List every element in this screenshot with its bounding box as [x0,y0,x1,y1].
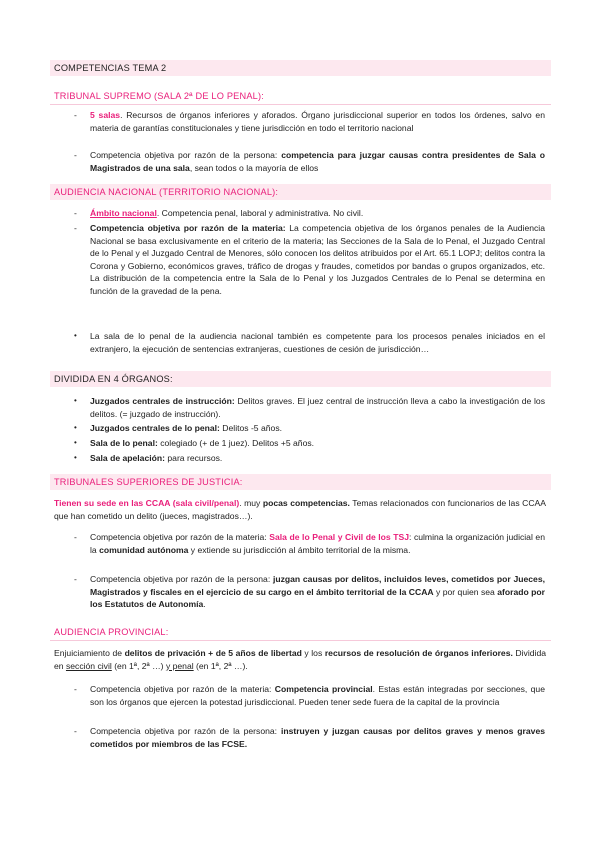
list-item: Competencia objetiva por razón de la persona: competencia para juzgar causas contra presidentes de Sala o Magistrados de una sala, sean todos o la mayoría de ellos [90,150,546,173]
list-item: Competencia objetiva por razón de la persona: instruyen y juzgan causas por delitos graves y menos graves cometidos por miembros de las FCSE. [90,726,545,749]
list-item: 5 salas. Recursos de órganos inferiores y aforados. Órgano jurisdiccional superior en todos los órdenes, salvo en materia de garantías constitucionales y tiene jurisdicción en todo el territorio nacional [90,110,545,133]
dash-marker: - [74,150,77,160]
list-item: Competencia objetiva por razón de la materia: Competencia provincial. Estas están integradas por secciones, que son los órganos que ejercen la potestad jurisdiccional. Pueden tener sede fuera de la capital de la provincia [90,684,545,707]
section-heading-tribunal-supremo: TRIBUNAL SUPREMO (SALA 2ª DE LO PENAL): [50,88,551,104]
section-heading-tsj: TRIBUNALES SUPERIORES DE JUSTICIA: [50,474,551,490]
dash-marker: - [74,110,77,120]
divider [50,104,551,105]
bullet-marker: • [74,438,77,447]
bullet-marker: • [74,423,77,432]
page-title: COMPETENCIAS TEMA 2 [50,60,551,76]
bullet-marker: • [74,331,77,340]
list-item: Sala de lo penal: colegiado (+ de 1 juez). Delitos +5 años. [90,438,315,448]
list-item: Competencia objetiva por razón de la persona: juzgan causas por delitos, incluidos leves, cometidos por Jueces, Magistrados y fiscales en el ejercicio de su cargo en el ámbito territorial de la CCAA y por quien sea aforado por los Estatutos de Autonomía. [90,574,546,610]
bullet-marker: • [74,453,77,462]
paragraph: Tienen su sede en las CCAA (sala civil/penal). muy pocas competencias. Temas relacionados con funcionarios de las CCAA que han cometido un delito (jueces, magistrados…). [54,498,547,521]
divider [50,640,551,641]
dash-marker: - [74,223,77,233]
dash-marker: - [74,208,77,218]
list-item: Juzgados centrales de lo penal: Delitos -5 años. [90,423,283,433]
list-item: Competencia objetiva por razón de la materia: La competencia objetiva de los órganos penales de la Audiencia Nacional se basa exclusivamente en el criterio de la materia; las Secciones de la Sala de lo Penal, el Juzgado Central de lo Penal y el Juzgado Central de Menores, sólo conocen los delitos atribuidos por el Art. 65.1 LOPJ; delitos contra la Corona y Gobierno, económicos graves, tráfico de drogas y fraudes, cometidos por bandas o grupos organizados, etc. La distribución de la competencia entre la Sala de lo Penal y los Juzgados Centrales de lo Penal se determina en función de la gravedad de la pena. [90,223,545,296]
paragraph: Enjuiciamiento de delitos de privación + de 5 años de libertad y los recursos de resolución de órganos inferiores. Dividida en sección civil (en 1ª, 2ª …) y penal (en 1ª, 2ª …). [54,648,546,671]
section-heading-dividida: DIVIDIDA EN 4 ÓRGANOS: [50,371,551,387]
section-heading-audiencia-provincial: AUDIENCIA PROVINCIAL: [50,624,551,640]
dash-marker: - [74,574,77,584]
list-item: Ámbito nacional. Competencia penal, laboral y administrativa. No civil. [90,208,364,218]
section-heading-audiencia-nacional: AUDIENCIA NACIONAL (TERRITORIO NACIONAL): [50,184,551,200]
list-item: Juzgados centrales de instrucción: Delitos graves. El juez central de instrucción lleva a cabo la investigación de los delitos. (= juzgado de instrucción). [90,396,546,419]
dash-marker: - [74,684,77,694]
bullet-marker: • [74,396,77,405]
dash-marker: - [74,726,77,736]
list-item: Sala de apelación: para recursos. [90,453,223,463]
list-item: Competencia objetiva por razón de la materia: Sala de lo Penal y Civil de los TSJ: culmina la organización judicial en la comunidad autónoma y extiende su jurisdicción al ámbito territorial de la misma. [90,532,545,555]
list-item: La sala de lo penal de la audiencia nacional también es competente para los procesos penales iniciados en el extranjero, la ejecución de sentencias extranjeras, cuestiones de cesión de jurisdicción… [90,331,545,354]
dash-marker: - [74,532,77,542]
